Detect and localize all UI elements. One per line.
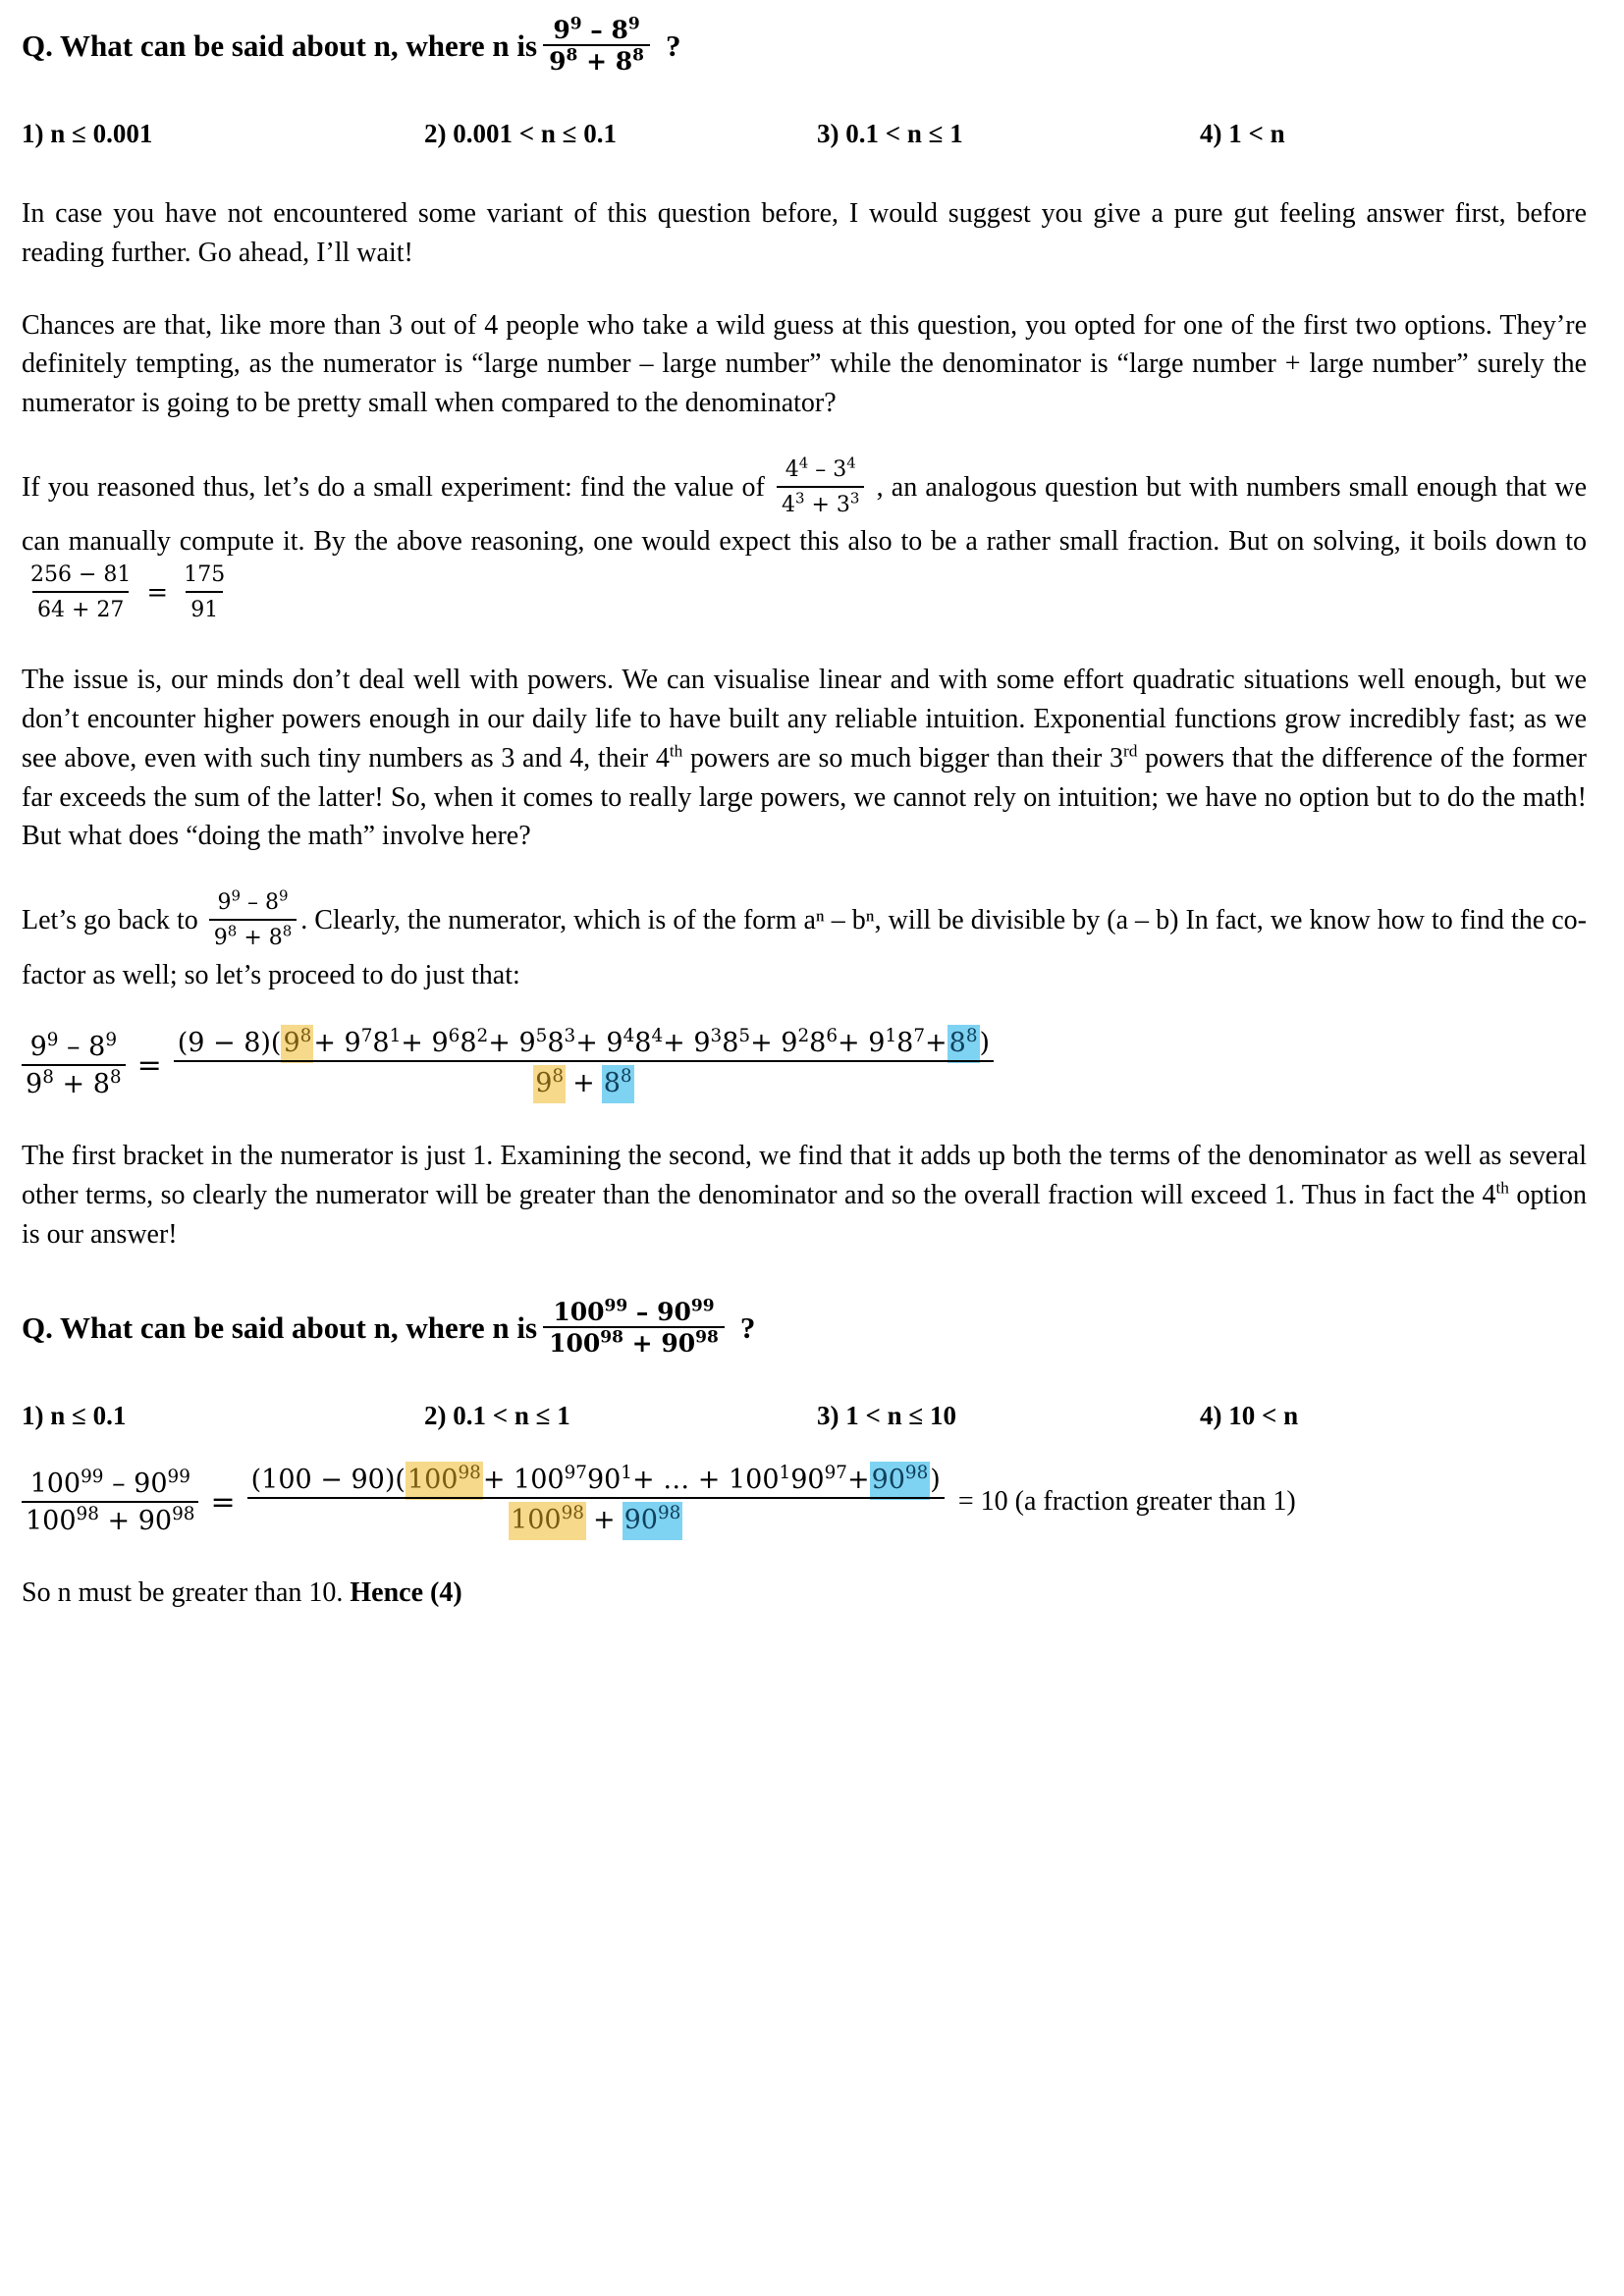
result-fraction-1-denominator: 64 + 27 xyxy=(32,591,129,625)
question-2-question-mark: ? xyxy=(739,1309,756,1345)
result-fraction-2-numerator: 175 xyxy=(184,561,226,587)
question-1-question-mark: ? xyxy=(665,28,681,63)
equation-2-rhs-denominator xyxy=(247,1497,945,1540)
question-2-fraction-numerator: $100^{99} - 90^{99}$ xyxy=(553,1296,715,1326)
ordinal-th-2: th xyxy=(1495,1178,1509,1198)
experiment-fraction-numerator: $4^4 - 3^4$ xyxy=(785,454,856,482)
question-2-prompt: Q. What can be said about n, where n is xyxy=(22,1309,538,1345)
equation-2-lhs xyxy=(22,1468,198,1536)
final-answer-bold: Hence (4) xyxy=(350,1576,462,1608)
option-1-2[interactable]: 2) 0.001 < n ≤ 0.1 xyxy=(424,119,617,148)
paragraph-experiment-part-b: , an analogous question but with numbers small enough that we can manually compute it. By the above reasoning, one would expect this also to be a rather small fraction. But on solving, it boils down to xyxy=(22,471,1588,558)
paragraph-go-back-part-a: Let’s go back to xyxy=(22,905,198,936)
experiment-fraction-denominator: $4^3 + 3^3$ xyxy=(777,486,864,520)
equation-2 xyxy=(22,1462,1587,1540)
highlight-yellow-num-1: $9^8$ xyxy=(281,1025,313,1063)
paragraph-chances: Chances are that, like more than 3 out of 4 people who take a wild guess at this question, you opted for one of the first two options. They’re definitely tempting, as the numerator is “large number – large number” while the denominator is “large number + large number” surely the numerator is going to be pretty small when compared to the denominator? xyxy=(22,309,1587,418)
equation-2-lhs-numerator: $100^{99} - 90^{99}$ xyxy=(29,1466,190,1499)
equation-1-lhs-denominator: $9^8 + 8^8$ xyxy=(22,1064,126,1099)
paragraph-conclusion-1-part-b: option is our answer! xyxy=(22,1180,1587,1250)
ordinal-rd: rd xyxy=(1123,741,1138,761)
result-fraction-1 xyxy=(26,560,135,625)
goback-fraction xyxy=(209,887,297,953)
option-2-4[interactable]: 4) 10 < n xyxy=(1200,1400,1299,1430)
ordinal-th-1: th xyxy=(669,741,683,761)
option-1-4[interactable]: 4) 1 < n xyxy=(1200,119,1285,148)
result-fraction-2 xyxy=(179,560,230,625)
equation-2-equals: = xyxy=(210,1484,236,1520)
denominator-plus-1: + xyxy=(572,1068,595,1099)
highlight-yellow-den-2: $100^{98}$ xyxy=(509,1502,586,1540)
question-1-options xyxy=(22,119,1587,149)
equation-1-lhs-numerator: $9^9 - 8^9$ xyxy=(29,1030,117,1063)
result-fraction-1-numerator: 256 − 81 xyxy=(30,561,132,587)
paragraph-go-back xyxy=(22,886,1587,994)
paragraph-go-back-part-b: . Clearly, the numerator, which is of the form aⁿ – bⁿ, will be divisible by (a – b) In fact, we know how to find the co-factor as well; so let’s proceed to do just that: xyxy=(22,905,1587,990)
question-1-prompt: Q. What can be said about n, where n is xyxy=(22,28,538,63)
paragraph-powers xyxy=(22,661,1587,856)
denominator-plus-2: + xyxy=(593,1504,616,1535)
option-2-1[interactable]: 1) n ≤ 0.1 xyxy=(22,1400,127,1430)
experiment-fraction xyxy=(777,454,864,520)
paragraph-experiment xyxy=(22,456,1587,628)
result-fraction-2-denominator: 91 xyxy=(186,591,223,625)
paragraph-powers-part-a: The issue is, our minds don’t deal well with powers. We can visualise linear and with some effort quadratic situations well enough, but we don’t encounter higher powers enough in our daily life to have built any reliable intuition. Exponential functions grow incredibly fast; as we see above, even with such tiny numbers as 3 and 4, their 4 xyxy=(22,665,1587,774)
option-2-2[interactable]: 2) 0.1 < n ≤ 1 xyxy=(424,1400,570,1430)
equation-2-rhs-numerator: $(100 - 90)(100^{98}+ 100^{97}90^1+$ … + $100^190^{97}+90^{98}$) xyxy=(247,1465,945,1497)
question-2-options xyxy=(22,1401,1587,1431)
highlight-cyan-num-2: $90^{98}$ xyxy=(870,1462,931,1500)
equation-1-rhs-numerator: $(9 - 8)(9^8+ 9^78^1+ 9^68^2+ 9^58^3+ 9^48^4+ 9^38^5+ 9^28^6+ 9^18^7+8^8)$ xyxy=(174,1028,994,1060)
equation-1-rhs-denominator xyxy=(174,1060,994,1103)
equation-2-lhs-denominator: $100^{98} + 90^{98}$ xyxy=(22,1501,198,1536)
paragraph-intro: In case you have not encountered some variant of this question before, I would suggest you give a pure gut feeling answer first, before reading further. Go ahead, I’ll wait! xyxy=(22,198,1587,268)
question-1-fraction-denominator: $9^8 + 8^8$ xyxy=(543,44,650,74)
goback-fraction-denominator: $9^8 + 8^8$ xyxy=(209,919,297,953)
paragraph-final-answer xyxy=(22,1574,1587,1613)
highlight-yellow-den-1: $9^8$ xyxy=(533,1065,566,1103)
question-2-heading xyxy=(22,1296,1587,1358)
paragraph-conclusion-1-part-a: The first bracket in the numerator is just 1. Examining the second, we find that it adds up both the terms of the denominator as well as several other terms, so clearly the numerator will be greater than the denominator and so the overall fraction will exceed 1. Thus in fact the 4 xyxy=(22,1141,1587,1211)
paragraph-conclusion-1 xyxy=(22,1137,1587,1254)
question-1-fraction-numerator: $9^9 - 8^9$ xyxy=(553,14,640,44)
option-1-1[interactable]: 1) n ≤ 0.001 xyxy=(22,119,153,148)
equation-1 xyxy=(22,1028,1587,1103)
question-2-fraction xyxy=(543,1296,725,1358)
highlight-cyan-den-2: $90^{98}$ xyxy=(623,1502,683,1540)
equals-sign-1: = xyxy=(146,578,169,609)
equation-2-tail: = 10 (a fraction greater than 1) xyxy=(957,1486,1296,1518)
question-2-fraction-denominator: $100^{98} + 90^{98}$ xyxy=(543,1326,725,1356)
paragraph-powers-part-b: powers are so much bigger than their 3 xyxy=(682,742,1124,774)
question-1-heading xyxy=(22,14,1587,76)
paragraph-experiment-part-a: If you reasoned thus, let’s do a small experiment: find the value of xyxy=(22,471,765,503)
question-1-fraction xyxy=(543,14,650,76)
equation-1-rhs xyxy=(174,1028,994,1103)
equation-2-rhs xyxy=(247,1462,945,1540)
paragraph-powers-part-c: powers that the difference of the former far exceeds the sum of the latter! So, when it comes to really large powers, we cannot rely on intuition; we have no option but to do the math! But what does “doing the math” involve here? xyxy=(22,742,1587,852)
equation-1-lhs xyxy=(22,1032,126,1099)
equation-1-equals: = xyxy=(136,1048,162,1084)
highlight-cyan-den-1: $8^8$ xyxy=(602,1065,634,1103)
paragraph-final-answer-text: So n must be greater than 10. xyxy=(22,1576,351,1608)
highlight-cyan-num-1: $8^8$ xyxy=(947,1025,980,1063)
option-2-3[interactable]: 3) 1 < n ≤ 10 xyxy=(817,1400,956,1430)
option-1-3[interactable]: 3) 0.1 < n ≤ 1 xyxy=(817,119,963,148)
highlight-yellow-num-2: $100^{98}$ xyxy=(406,1462,483,1500)
goback-fraction-numerator: $9^9 - 8^9$ xyxy=(217,886,289,916)
